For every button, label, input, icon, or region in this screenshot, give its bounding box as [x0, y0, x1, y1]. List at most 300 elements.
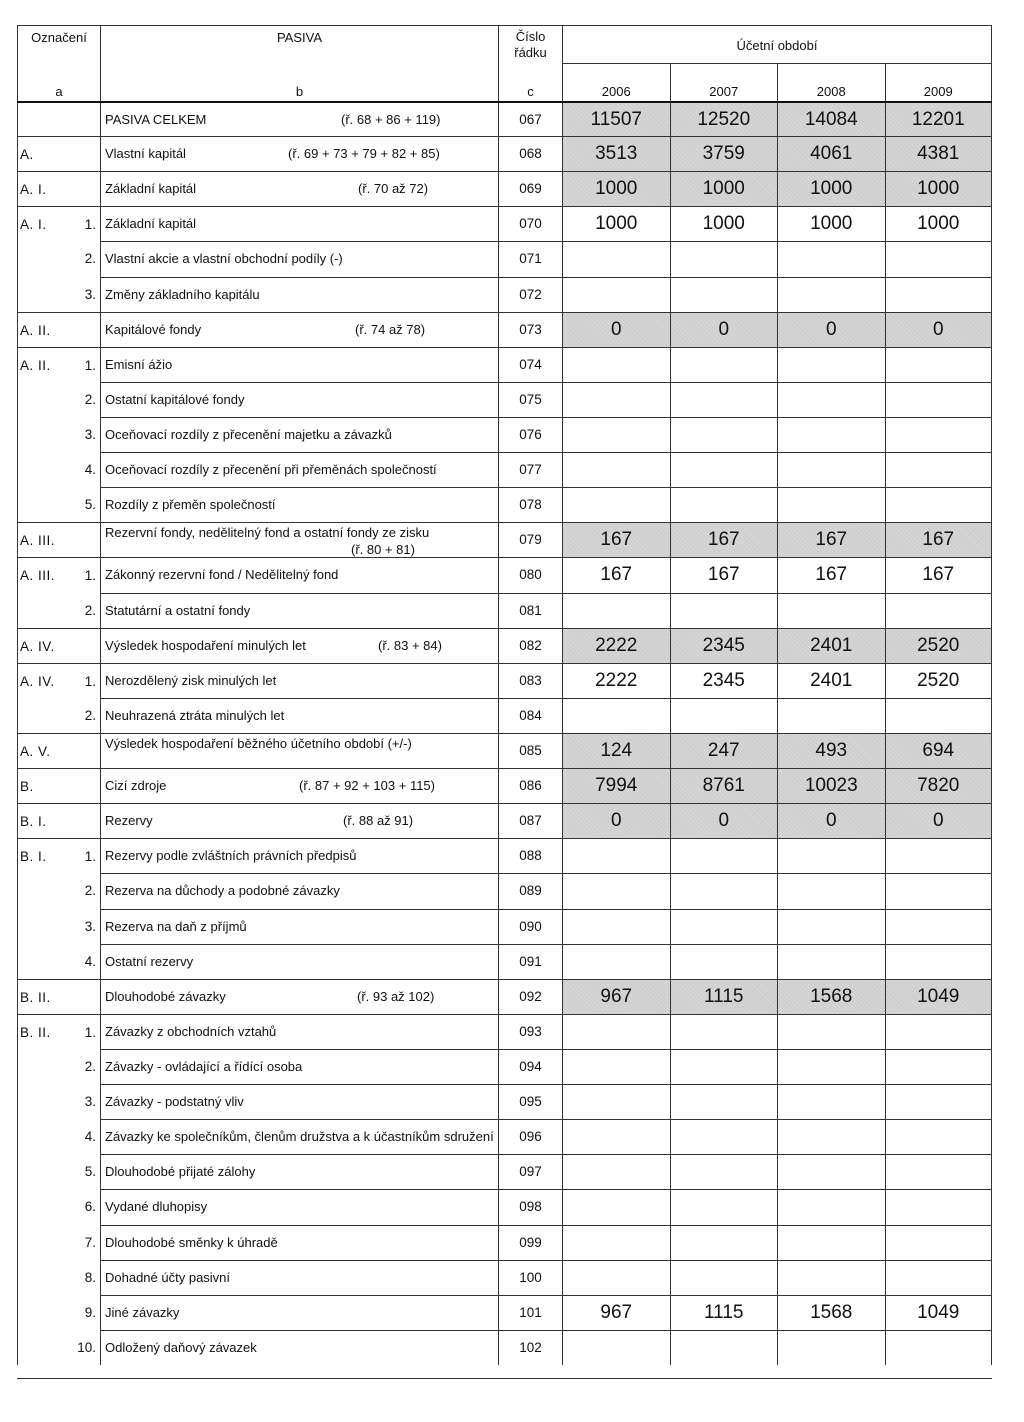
row-label: Zákonný rezervní fond / Nedělitelný fond	[105, 567, 339, 583]
value-cell-2006: 0	[562, 804, 670, 838]
value-cell-2006	[562, 593, 670, 628]
value-cell-2009: 12201	[885, 103, 993, 136]
year-label: 2007	[709, 84, 739, 99]
row-line-number: 091	[498, 944, 562, 979]
row-item-number: 1.	[84, 217, 96, 233]
value-cell-2009	[885, 1225, 993, 1260]
row-description-cell	[100, 1225, 498, 1260]
value-cell-2007	[670, 698, 778, 733]
row-mark-cell	[17, 452, 100, 487]
row-label: Rezervy	[105, 813, 153, 829]
value-cell-2009: 7820	[885, 769, 993, 803]
row-label: Ostatní kapitálové fondy	[105, 391, 245, 407]
balance-sheet-liabilities	[17, 25, 992, 1379]
value-cell-2007	[670, 944, 778, 979]
row-description-cell	[100, 313, 498, 347]
row-line-number: 087	[498, 804, 562, 838]
row-mark-cell	[17, 769, 100, 803]
value-cell-2006: 7994	[562, 769, 670, 803]
row-label: Emisní ážio	[105, 356, 173, 372]
row-mark: B. I.	[20, 814, 47, 830]
header-col-c: c	[527, 84, 534, 99]
table-row	[17, 838, 992, 873]
value-cell-2007	[670, 241, 778, 276]
row-label: Základní kapitál	[105, 181, 197, 197]
value-cell-2006: 1000	[562, 207, 670, 241]
row-description-cell	[100, 873, 498, 908]
header-ucetni-obdobi-cell	[562, 25, 992, 63]
value-cell-2007	[670, 1015, 778, 1049]
table-row	[17, 417, 992, 452]
value-cell-2007: 247	[670, 734, 778, 768]
value-cell-2006	[562, 839, 670, 873]
table-row	[17, 1225, 992, 1260]
row-mark-cell	[17, 1189, 100, 1224]
value-cell-2008	[777, 1119, 885, 1154]
row-line-number: 084	[498, 698, 562, 733]
row-mark-cell	[17, 558, 100, 592]
row-mark: A.	[20, 147, 34, 163]
row-label: Závazky - podstatný vliv	[105, 1094, 244, 1110]
row-line-number: 090	[498, 909, 562, 944]
table-row	[17, 1154, 992, 1189]
value-cell-2008	[777, 1260, 885, 1295]
value-cell-2006	[562, 277, 670, 312]
row-mark-cell	[17, 523, 100, 557]
row-label: Vlastní kapitál	[105, 146, 186, 162]
value-cell-2006	[562, 698, 670, 733]
value-cell-2006	[562, 1225, 670, 1260]
row-label: Odložený daňový závazek	[105, 1339, 257, 1355]
header-cislo-radku: Číslo řádku	[514, 29, 547, 60]
value-cell-2006: 167	[562, 558, 670, 592]
value-cell-2007: 2345	[670, 629, 778, 663]
value-cell-2008: 10023	[777, 769, 885, 803]
table-row	[17, 1119, 992, 1154]
value-cell-2008: 0	[777, 313, 885, 347]
row-description-cell	[100, 382, 498, 417]
value-cell-2007	[670, 909, 778, 944]
row-formula: (ř. 68 + 86 + 119)	[341, 112, 441, 127]
row-item-number: 8.	[84, 1269, 96, 1285]
row-mark-cell	[17, 172, 100, 206]
value-cell-2008: 167	[777, 558, 885, 592]
row-line-number: 082	[498, 629, 562, 663]
table-row	[17, 557, 992, 592]
row-line-number: 070	[498, 207, 562, 241]
row-mark: B. II.	[20, 989, 51, 1005]
value-cell-2006	[562, 348, 670, 382]
table-row	[17, 277, 992, 312]
row-description-cell	[100, 207, 498, 241]
value-cell-2009: 2520	[885, 629, 993, 663]
value-cell-2008: 1000	[777, 172, 885, 206]
table-row	[17, 206, 992, 241]
row-mark: A. II.	[20, 357, 51, 373]
row-label: Statutární a ostatní fondy	[105, 602, 251, 618]
value-cell-2009	[885, 1330, 993, 1365]
row-mark: A. III.	[20, 533, 56, 549]
value-cell-2007	[670, 1084, 778, 1119]
row-label: Ostatní rezervy	[105, 953, 194, 969]
row-formula: (ř. 69 + 73 + 79 + 82 + 85)	[288, 146, 440, 162]
table-row	[17, 593, 992, 628]
value-cell-2006	[562, 1189, 670, 1224]
value-cell-2008: 14084	[777, 103, 885, 136]
value-cell-2007	[670, 1189, 778, 1224]
row-label: Závazky - ovládající a řídící osoba	[105, 1058, 303, 1074]
header-pasiva: PASIVA	[276, 30, 323, 45]
row-description-cell	[100, 1189, 498, 1224]
row-description-cell	[100, 804, 498, 838]
row-description-cell	[100, 558, 498, 592]
row-description-cell	[100, 909, 498, 944]
value-cell-2006	[562, 417, 670, 452]
header-col-b: b	[295, 84, 304, 99]
row-line-number: 085	[498, 734, 562, 768]
row-description-cell	[100, 1015, 498, 1049]
row-item-number: 1.	[84, 849, 96, 865]
row-mark-cell	[17, 382, 100, 417]
row-mark-cell	[17, 909, 100, 944]
value-cell-2009	[885, 698, 993, 733]
value-cell-2009	[885, 909, 993, 944]
row-label: Rezerva na důchody a podobné závazky	[105, 883, 340, 899]
row-item-number: 1.	[84, 568, 96, 584]
table-row	[17, 101, 992, 136]
table-row	[17, 873, 992, 908]
row-item-number: 4.	[84, 1129, 96, 1145]
value-cell-2007	[670, 839, 778, 873]
value-cell-2008	[777, 1084, 885, 1119]
row-description-cell	[100, 1295, 498, 1330]
row-formula: (ř. 88 až 91)	[343, 813, 414, 829]
value-cell-2008	[777, 839, 885, 873]
table-row	[17, 1189, 992, 1224]
value-cell-2008	[777, 1189, 885, 1224]
value-cell-2006	[562, 1015, 670, 1049]
value-cell-2007	[670, 277, 778, 312]
value-cell-2006	[562, 382, 670, 417]
value-cell-2008	[777, 241, 885, 276]
value-cell-2006	[562, 1330, 670, 1365]
row-line-number: 083	[498, 664, 562, 698]
value-cell-2008	[777, 944, 885, 979]
row-mark-cell	[17, 734, 100, 768]
table-row	[17, 522, 992, 557]
row-line-number: 086	[498, 769, 562, 803]
row-description-cell	[100, 523, 498, 557]
row-label: PASIVA CELKEM	[105, 112, 207, 127]
value-cell-2008: 1568	[777, 980, 885, 1014]
row-line-number: 096	[498, 1119, 562, 1154]
row-mark-cell	[17, 1154, 100, 1189]
row-mark-cell	[17, 944, 100, 979]
row-label: Rezerva na daň z příjmů	[105, 918, 247, 934]
row-description-cell	[100, 734, 498, 768]
table-row	[17, 979, 992, 1014]
value-cell-2007	[670, 1049, 778, 1084]
value-cell-2006	[562, 1049, 670, 1084]
row-mark-cell	[17, 1330, 100, 1365]
row-description-cell	[100, 1260, 498, 1295]
value-cell-2008	[777, 487, 885, 522]
row-label: Dlouhodobé přijaté zálohy	[105, 1164, 256, 1180]
value-cell-2009: 694	[885, 734, 993, 768]
row-description-cell	[100, 348, 498, 382]
row-formula: (ř. 80 + 81)	[351, 542, 415, 558]
row-mark: A. IV.	[20, 638, 55, 654]
value-cell-2006	[562, 873, 670, 908]
row-line-number: 078	[498, 487, 562, 522]
value-cell-2006	[562, 452, 670, 487]
value-cell-2007	[670, 1119, 778, 1154]
value-cell-2007	[670, 1260, 778, 1295]
row-label: Neuhrazená ztráta minulých let	[105, 707, 285, 723]
value-cell-2007: 167	[670, 523, 778, 557]
row-line-number: 079	[498, 523, 562, 557]
value-cell-2008: 2401	[777, 664, 885, 698]
row-description-cell	[100, 241, 498, 276]
value-cell-2009: 4381	[885, 137, 993, 171]
table-row	[17, 698, 992, 733]
row-description-cell	[100, 452, 498, 487]
row-item-number: 3.	[84, 286, 96, 302]
row-mark-cell	[17, 839, 100, 873]
table-row	[17, 733, 992, 768]
row-description-cell	[100, 944, 498, 979]
value-cell-2009: 1000	[885, 207, 993, 241]
row-mark: A. V.	[20, 743, 51, 759]
header-year-2006	[562, 63, 670, 101]
row-label: Výsledek hospodaření běžného účetního období (+/-)	[105, 735, 412, 751]
row-line-number: 068	[498, 137, 562, 171]
value-cell-2006	[562, 1260, 670, 1295]
year-label: 2009	[923, 84, 953, 99]
value-cell-2006	[562, 241, 670, 276]
row-mark-cell	[17, 873, 100, 908]
header-pasiva-cell	[100, 25, 498, 101]
row-line-number: 081	[498, 593, 562, 628]
row-item-number: 2.	[84, 391, 96, 407]
row-mark-cell	[17, 1119, 100, 1154]
table-row	[17, 803, 992, 838]
row-label: Cizí zdroje	[105, 778, 167, 794]
value-cell-2008	[777, 1049, 885, 1084]
value-cell-2007: 12520	[670, 103, 778, 136]
value-cell-2009	[885, 944, 993, 979]
row-description-cell	[100, 664, 498, 698]
row-line-number: 088	[498, 839, 562, 873]
row-item-number: 2.	[84, 602, 96, 618]
row-description-cell	[100, 487, 498, 522]
value-cell-2008	[777, 1330, 885, 1365]
row-mark-cell	[17, 980, 100, 1014]
row-line-number: 077	[498, 452, 562, 487]
row-item-number: 1.	[84, 1024, 96, 1040]
row-line-number: 095	[498, 1084, 562, 1119]
row-item-number: 2.	[84, 707, 96, 723]
row-mark: A. III.	[20, 568, 56, 584]
row-line-number: 094	[498, 1049, 562, 1084]
row-mark-cell	[17, 348, 100, 382]
value-cell-2009: 1049	[885, 980, 993, 1014]
table-row	[17, 241, 992, 276]
row-line-number: 072	[498, 277, 562, 312]
row-mark: A. II.	[20, 322, 51, 338]
row-formula: (ř. 83 + 84)	[378, 637, 442, 653]
year-label: 2008	[816, 84, 846, 99]
value-cell-2008: 1568	[777, 1295, 885, 1330]
row-description-cell	[100, 1330, 498, 1365]
value-cell-2008: 0	[777, 804, 885, 838]
value-cell-2007: 2345	[670, 664, 778, 698]
row-mark-cell	[17, 1295, 100, 1330]
row-label: Výsledek hospodaření minulých let	[105, 637, 306, 653]
value-cell-2009	[885, 839, 993, 873]
row-mark-cell	[17, 1049, 100, 1084]
table-row	[17, 1014, 992, 1049]
row-item-number: 7.	[84, 1234, 96, 1250]
row-description-cell	[100, 1119, 498, 1154]
row-line-number: 076	[498, 417, 562, 452]
row-mark-cell	[17, 137, 100, 171]
row-line-number: 089	[498, 873, 562, 908]
row-line-number: 069	[498, 172, 562, 206]
row-label: Vlastní akcie a vlastní obchodní podíly (-)	[105, 251, 343, 267]
value-cell-2006: 167	[562, 523, 670, 557]
row-description-cell	[100, 593, 498, 628]
table-bottom-border	[17, 1378, 992, 1379]
row-item-number: 5.	[84, 1164, 96, 1180]
value-cell-2006: 3513	[562, 137, 670, 171]
row-mark-cell	[17, 1084, 100, 1119]
table-row	[17, 768, 992, 803]
table-row	[17, 347, 992, 382]
value-cell-2006	[562, 1154, 670, 1189]
row-item-number: 10.	[77, 1339, 96, 1355]
value-cell-2009	[885, 593, 993, 628]
value-cell-2007: 1115	[670, 980, 778, 1014]
table-row	[17, 171, 992, 206]
value-cell-2009	[885, 1154, 993, 1189]
row-description-cell	[100, 277, 498, 312]
row-line-number: 101	[498, 1295, 562, 1330]
table-row	[17, 1084, 992, 1119]
value-cell-2009	[885, 487, 993, 522]
table-row	[17, 909, 992, 944]
row-item-number: 2.	[84, 883, 96, 899]
row-mark-cell	[17, 103, 100, 136]
row-mark-cell	[17, 698, 100, 733]
value-cell-2007	[670, 1225, 778, 1260]
value-cell-2006: 1000	[562, 172, 670, 206]
row-item-number: 2.	[84, 251, 96, 267]
header-year-2009	[885, 63, 993, 101]
value-cell-2009	[885, 873, 993, 908]
value-cell-2007: 0	[670, 313, 778, 347]
row-line-number: 098	[498, 1189, 562, 1224]
table-row	[17, 1049, 992, 1084]
row-label: Rozdíly z přeměn společností	[105, 497, 276, 513]
value-cell-2008	[777, 348, 885, 382]
row-description-cell	[100, 417, 498, 452]
value-cell-2007: 1000	[670, 172, 778, 206]
value-cell-2008	[777, 909, 885, 944]
row-label: Oceňovací rozdíly z přecenění při přeměnách společností	[105, 462, 437, 478]
row-mark: B. I.	[20, 849, 47, 865]
row-line-number: 080	[498, 558, 562, 592]
value-cell-2006	[562, 1119, 670, 1154]
row-description-cell	[100, 769, 498, 803]
value-cell-2008	[777, 1015, 885, 1049]
table-row	[17, 663, 992, 698]
row-description-cell	[100, 980, 498, 1014]
table-row	[17, 452, 992, 487]
value-cell-2009	[885, 1049, 993, 1084]
row-mark: A. IV.	[20, 673, 55, 689]
value-cell-2009	[885, 1084, 993, 1119]
value-cell-2007	[670, 348, 778, 382]
header-col-a: a	[55, 84, 63, 99]
row-formula: (ř. 87 + 92 + 103 + 115)	[299, 778, 435, 794]
value-cell-2009	[885, 417, 993, 452]
value-cell-2008: 1000	[777, 207, 885, 241]
value-cell-2007: 8761	[670, 769, 778, 803]
row-item-number: 3.	[84, 1094, 96, 1110]
value-cell-2008: 4061	[777, 137, 885, 171]
row-description-cell	[100, 698, 498, 733]
row-mark: B.	[20, 779, 34, 795]
table-row	[17, 628, 992, 663]
row-label: Dohadné účty pasivní	[105, 1269, 231, 1285]
value-cell-2009: 167	[885, 558, 993, 592]
row-description-cell	[100, 172, 498, 206]
table-header	[17, 25, 992, 101]
value-cell-2007	[670, 873, 778, 908]
table-row	[17, 487, 992, 522]
value-cell-2008	[777, 1154, 885, 1189]
value-cell-2007: 0	[670, 804, 778, 838]
value-cell-2008	[777, 593, 885, 628]
value-cell-2007	[670, 382, 778, 417]
value-cell-2008	[777, 417, 885, 452]
value-cell-2006	[562, 944, 670, 979]
row-item-number: 1.	[84, 673, 96, 689]
value-cell-2008: 493	[777, 734, 885, 768]
row-label: Rezervy podle zvláštních právních předpisů	[105, 848, 357, 864]
value-cell-2007: 1115	[670, 1295, 778, 1330]
row-formula: (ř. 93 až 102)	[357, 988, 435, 1004]
value-cell-2009: 1049	[885, 1295, 993, 1330]
header-ucetni-obdobi: Účetní období	[736, 38, 818, 53]
value-cell-2007	[670, 487, 778, 522]
value-cell-2009: 0	[885, 804, 993, 838]
row-mark-cell	[17, 629, 100, 663]
value-cell-2009: 2520	[885, 664, 993, 698]
row-mark-cell	[17, 1225, 100, 1260]
value-cell-2006: 0	[562, 313, 670, 347]
value-cell-2006: 124	[562, 734, 670, 768]
value-cell-2008: 167	[777, 523, 885, 557]
value-cell-2007: 1000	[670, 207, 778, 241]
value-cell-2009	[885, 241, 993, 276]
value-cell-2009	[885, 382, 993, 417]
value-cell-2008	[777, 382, 885, 417]
row-line-number: 097	[498, 1154, 562, 1189]
header-oznaceni: Označení	[31, 30, 87, 45]
row-description-cell	[100, 629, 498, 663]
